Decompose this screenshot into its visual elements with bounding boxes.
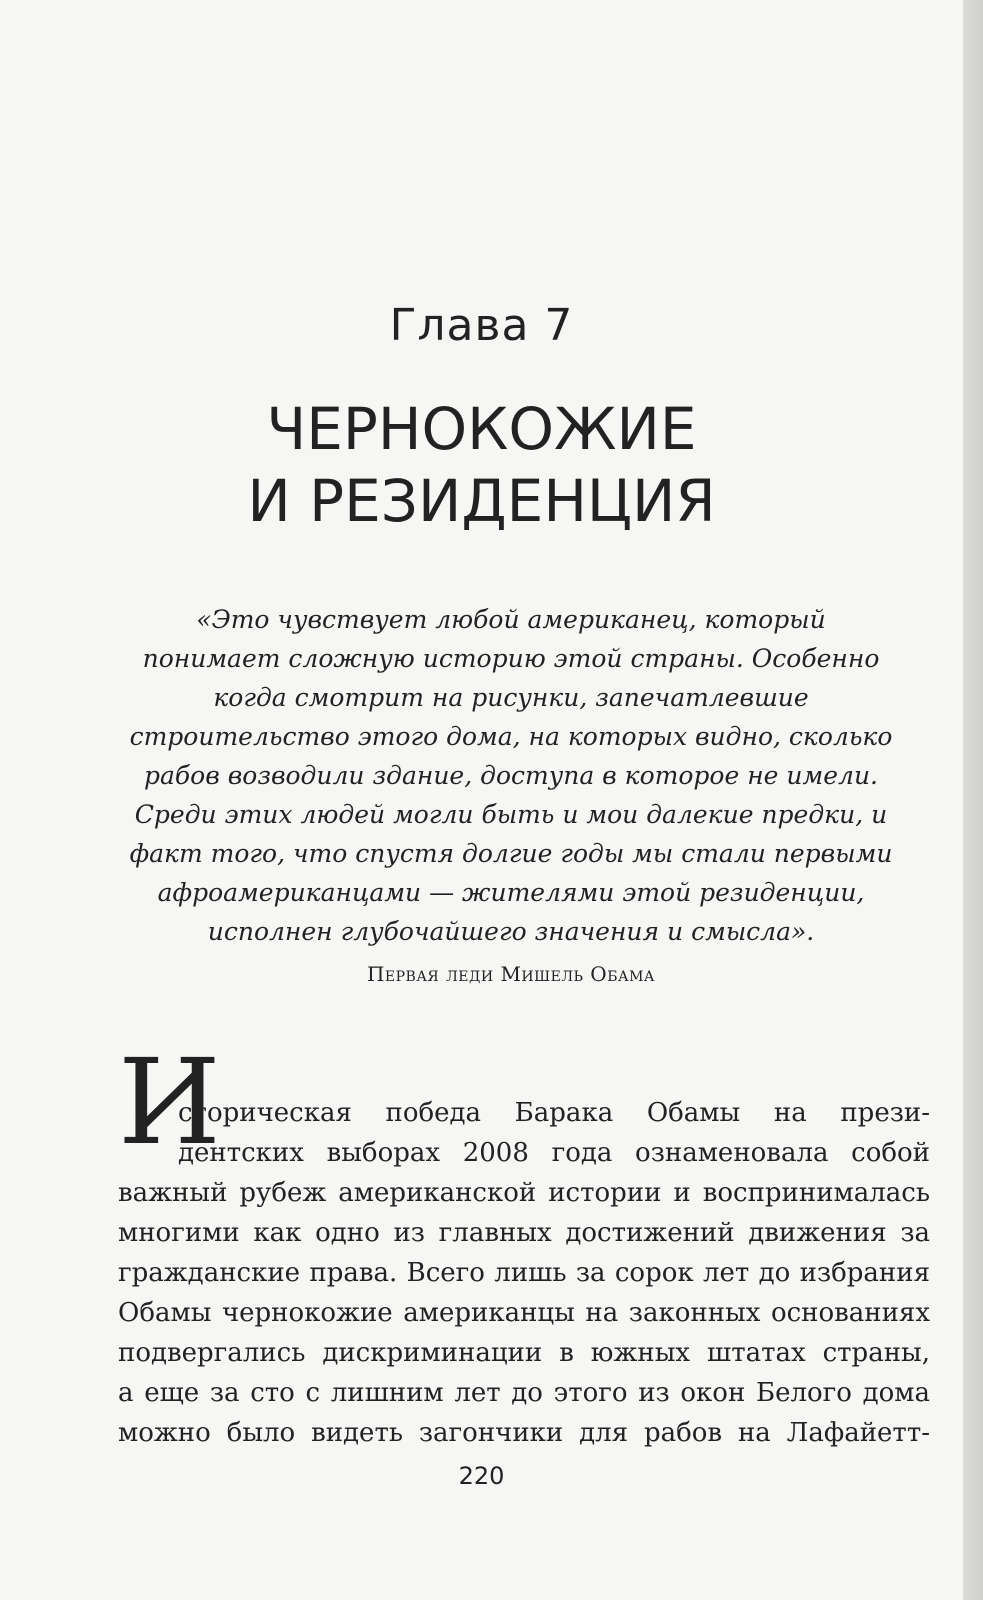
body-line: важный рубеж американской истории и воспринималась — [118, 1178, 930, 1208]
epigraph-quote: «Это чувствует любой американец, который понимает сложную историю этой страны. Особенно когда смотрит на рисунки, запечатлевшие строительство этого дома, на которых видно, сколько рабов возводили здание, доступа в которое не имели. Среди этих людей могли быть и мои далекие предки, и факт того, что спустя долгие годы мы стали первыми афроамериканцами — жителями этой резиденции, исполнен глубочайшего значения и смысла». — [129, 605, 893, 946]
chapter-title — [0, 393, 963, 537]
body-line: дентских выборах 2008 года ознаменовала собой — [178, 1138, 930, 1168]
body-line: сторическая победа Барака Обамы на прези- — [178, 1098, 930, 1128]
page-edge — [963, 0, 983, 1600]
page-number: 220 — [458, 1462, 505, 1490]
body-line: подвергались дискриминации в южных штатах страны, — [118, 1338, 930, 1368]
chapter-label: Глава 7 — [389, 300, 574, 351]
body-line: многими как одно из главных достижений движения за — [118, 1218, 930, 1248]
body-line: можно было видеть загончики для рабов на Лафайетт- — [118, 1418, 930, 1448]
body-line: а еще за сто с лишним лет до этого из окон Белого дома — [118, 1378, 930, 1408]
body-line: гражданские права. Всего лишь за сорок лет до избрания — [118, 1258, 930, 1288]
epigraph-attribution: Первая леди Мишель Обама — [366, 962, 656, 986]
body-paragraph — [118, 1093, 930, 1453]
chapter-title-line-1: ЧЕРНОКОЖИЕ — [266, 395, 697, 463]
chapter-title-line-2: И РЕЗИДЕНЦИЯ — [247, 467, 716, 535]
drop-cap: И — [118, 1033, 221, 1171]
body-line: Обамы чернокожие американцы на законных основаниях — [118, 1298, 930, 1328]
